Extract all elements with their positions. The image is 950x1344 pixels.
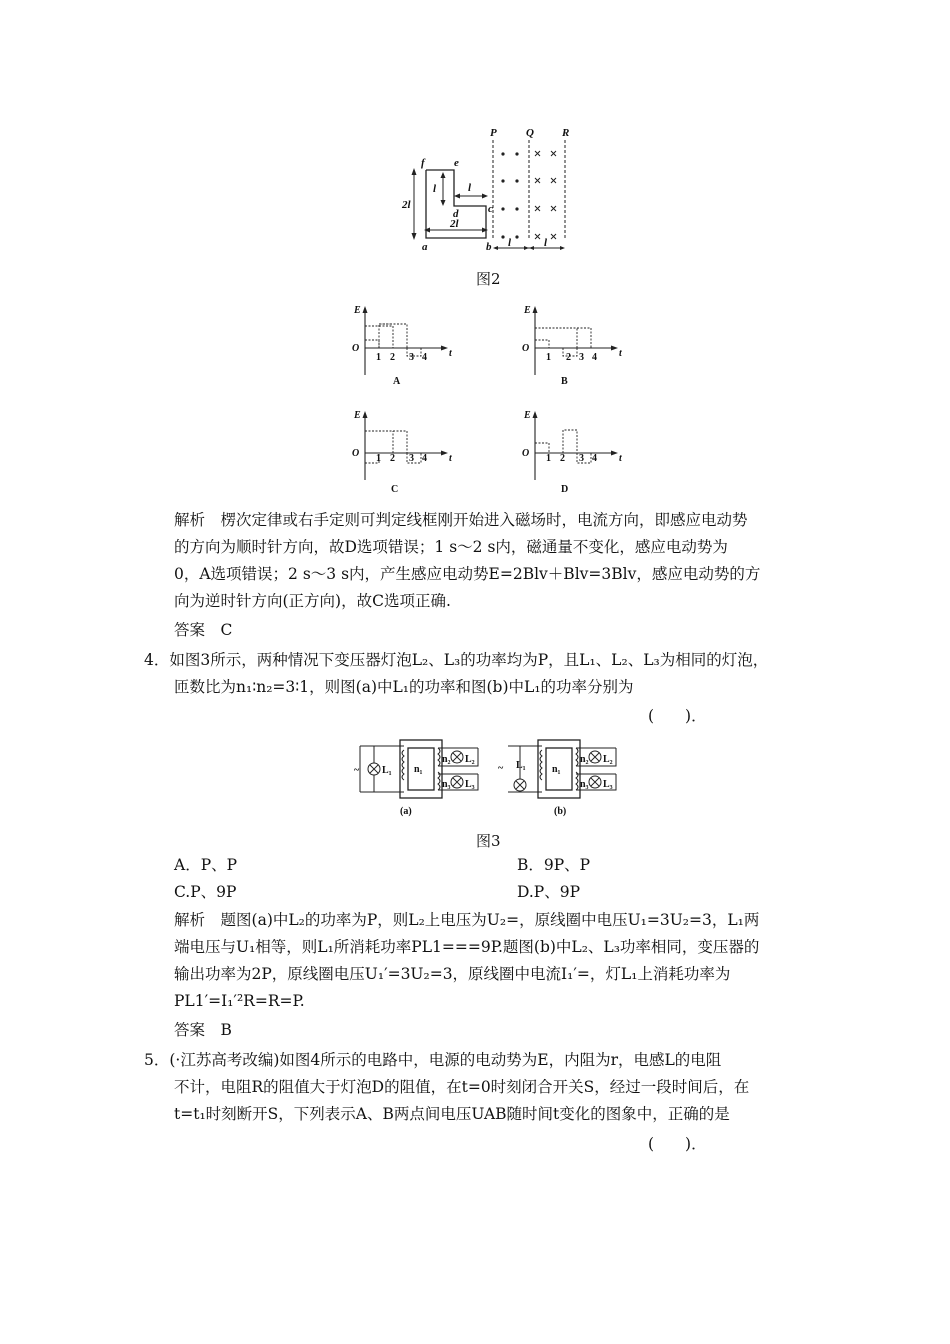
fig2-caption: 图2 bbox=[476, 270, 501, 288]
q4-answer-value: B bbox=[220, 1021, 232, 1039]
graph-d-tick-1: 1 bbox=[546, 453, 551, 464]
graph-c-origin: O bbox=[352, 448, 360, 459]
fig3-b-l1: L₁ bbox=[516, 760, 526, 771]
fig2-label-c: c bbox=[488, 203, 493, 215]
fig2-label-d: d bbox=[453, 208, 459, 220]
fig3-a-n3: n₃ bbox=[442, 779, 451, 790]
graph-d-axis-t: t bbox=[619, 453, 622, 464]
q4-analysis-line-2: 端电压与U₁相等，则L₁所消耗功率PL1===9P.题图(b)中L₂、L₃功率相同，变压器的 bbox=[174, 938, 760, 956]
q4-stem-line-1: 4．如图3所示，两种情况下变压器灯泡L₂、L₃的功率均为P，且L₁、L₂、L₃为相同的灯泡， bbox=[144, 651, 769, 669]
fig3-a-l3: L₃ bbox=[465, 779, 475, 790]
q4-answer-blank: ( )． bbox=[648, 707, 707, 725]
fig3-a-l2: L₂ bbox=[465, 754, 475, 765]
graph-b-tick-1: 1 bbox=[546, 352, 551, 363]
graph-c-axis-t: t bbox=[449, 453, 452, 464]
graph-b-axis-e: E bbox=[524, 305, 531, 316]
q3-answer-value: C bbox=[220, 621, 233, 639]
q4-analysis-line-1: 解析 题图(a)中L₂的功率为P，则L₂上电压为U₂=，原线圈中电压U₁=3U₂=3，L₁两 bbox=[174, 911, 760, 929]
q3-answer bbox=[174, 617, 232, 644]
q3-analysis-line-1: 解析 楞次定律或右手定则可判定线框刚开始进入磁场时，电流方向，即感应电动势 bbox=[174, 511, 748, 529]
q4-stem-line-2: 匝数比为n₁∶n₂=3∶1，则图(a)中L₁的功率和图(b)中L₁的功率分别为 bbox=[174, 678, 634, 696]
q3-analysis-line-4: 向为逆时针方向(正方向)，故C选项正确. bbox=[174, 592, 451, 610]
graph-b-label: B bbox=[561, 376, 568, 387]
fig3-b-n1: n₁ bbox=[552, 764, 561, 775]
fig2-label-b: b bbox=[486, 241, 492, 253]
graph-b-tick-4: 4 bbox=[592, 352, 597, 363]
fig2-label-q: Q bbox=[526, 127, 534, 139]
fig2-label-f: f bbox=[421, 157, 425, 169]
q4-analysis-line-3: 输出功率为2P，原线圈电压U₁′=3U₂=3，原线圈中电流I₁′=，灯L₁上消耗功率为 bbox=[174, 965, 731, 983]
q3-analysis-line-2: 的方向为顺时针方向，故D选项错误；1 s～2 s内，磁通量不变化，感应电动势为 bbox=[174, 538, 728, 556]
q5-number: 5． bbox=[144, 1051, 170, 1069]
graph-a-axis-e: E bbox=[354, 305, 361, 316]
fig2-label-l-horizontal: l bbox=[468, 182, 472, 194]
fig3-a-n1: n₁ bbox=[414, 764, 423, 775]
graph-b-tick-2: 2 bbox=[566, 352, 571, 363]
graph-d-tick-2: 2 bbox=[560, 453, 565, 464]
q5-answer-blank: ( )． bbox=[648, 1135, 707, 1153]
q4-option-a[interactable]: A．P、P bbox=[174, 856, 238, 874]
graph-a-tick-4: 4 bbox=[422, 352, 427, 363]
fig3-b-l2: L₂ bbox=[603, 754, 613, 765]
q5-stem-line-2: 不计，电阻R的阻值大于灯泡D的阻值，在t=0时刻闭合开关S，经过一段时间后，在 bbox=[174, 1078, 750, 1096]
graph-b-axis-t: t bbox=[619, 348, 622, 359]
q4-analysis-line-4: PL1′=I₁′²R=R=P. bbox=[174, 992, 305, 1010]
option-graph-a bbox=[350, 303, 460, 389]
figure-3 bbox=[354, 736, 648, 826]
fig3-b-n2: n₂ bbox=[580, 754, 589, 765]
graph-a-tick-1: 1 bbox=[376, 352, 381, 363]
fig2-label-2l-left: 2l bbox=[402, 199, 411, 211]
figure-2 bbox=[400, 122, 590, 257]
graph-c-tick-4: 4 bbox=[422, 453, 427, 464]
graph-d-tick-3: 3 bbox=[579, 453, 584, 464]
option-graph-d bbox=[520, 408, 630, 494]
q4-analysis-label: 解析 bbox=[174, 911, 206, 929]
fig3-caption: 图3 bbox=[476, 832, 501, 850]
fig3-b-n3: n₃ bbox=[580, 779, 589, 790]
q4-answer bbox=[174, 1017, 232, 1044]
fig2-label-a: a bbox=[422, 241, 428, 253]
graph-a-label: A bbox=[393, 376, 401, 387]
graph-d-label: D bbox=[561, 484, 569, 495]
fig3-a-l1: L₁ bbox=[382, 765, 392, 776]
graph-d-origin: O bbox=[522, 448, 530, 459]
graph-d-tick-4: 4 bbox=[592, 453, 597, 464]
fig2-label-l-region1: l bbox=[508, 237, 512, 249]
q5-stem-line-3: t=t₁时刻断开S，下列表示A、B两点间电压UAB随时间t变化的图象中，正确的是 bbox=[174, 1105, 730, 1123]
fig2-label-p: P bbox=[490, 127, 497, 139]
q3-analysis-label: 解析 bbox=[174, 511, 206, 529]
q4-number: 4． bbox=[144, 651, 170, 669]
fig3-b-l3: L₃ bbox=[603, 779, 613, 790]
graph-a-axis-t: t bbox=[449, 348, 452, 359]
fig3-b-ac-source: ~ bbox=[498, 763, 504, 774]
fig3-a-n2: n₂ bbox=[442, 754, 451, 765]
graph-d-axis-e: E bbox=[524, 410, 531, 421]
graph-b-tick-3: 3 bbox=[579, 352, 584, 363]
q3-answer-label: 答案 bbox=[174, 621, 206, 639]
option-graph-b bbox=[520, 303, 630, 389]
graph-a-origin: O bbox=[352, 343, 360, 354]
option-graph-c bbox=[350, 408, 460, 494]
graph-c-tick-3: 3 bbox=[409, 453, 414, 464]
fig2-label-2l-bottom: 2l bbox=[450, 218, 459, 230]
q3-analysis-line-3: 0，A选项错误；2 s～3 s内，产生感应电动势E=2Blv＋Blv=3Blv，感应电动势的方 bbox=[174, 565, 761, 583]
fig3-a-ac-source: ~ bbox=[354, 765, 360, 776]
graph-b-origin: O bbox=[522, 343, 530, 354]
fig2-label-e: e bbox=[454, 157, 459, 169]
q4-option-d[interactable]: D.P、9P bbox=[517, 883, 581, 901]
q5-stem-line-1: 5．(·江苏高考改编)如图4所示的电路中，电源的电动势为E，内阻为r，电感L的电阻 bbox=[144, 1051, 722, 1069]
fig2-label-r: R bbox=[562, 127, 570, 139]
graph-c-tick-1: 1 bbox=[376, 453, 381, 464]
q4-option-b[interactable]: B．9P、P bbox=[517, 856, 591, 874]
fig3-label-b: (b) bbox=[554, 806, 567, 817]
q4-answer-label: 答案 bbox=[174, 1021, 206, 1039]
q4-option-c[interactable]: C.P、9P bbox=[174, 883, 237, 901]
fig2-label-l-inner: l bbox=[433, 183, 437, 195]
fig2-label-l-region2: l bbox=[544, 237, 548, 249]
graph-c-tick-2: 2 bbox=[390, 453, 395, 464]
graph-c-label: C bbox=[391, 484, 399, 495]
fig3-label-a: (a) bbox=[400, 806, 412, 817]
graph-a-tick-2: 2 bbox=[390, 352, 395, 363]
graph-a-tick-3: 3 bbox=[409, 352, 414, 363]
graph-c-axis-e: E bbox=[354, 410, 361, 421]
